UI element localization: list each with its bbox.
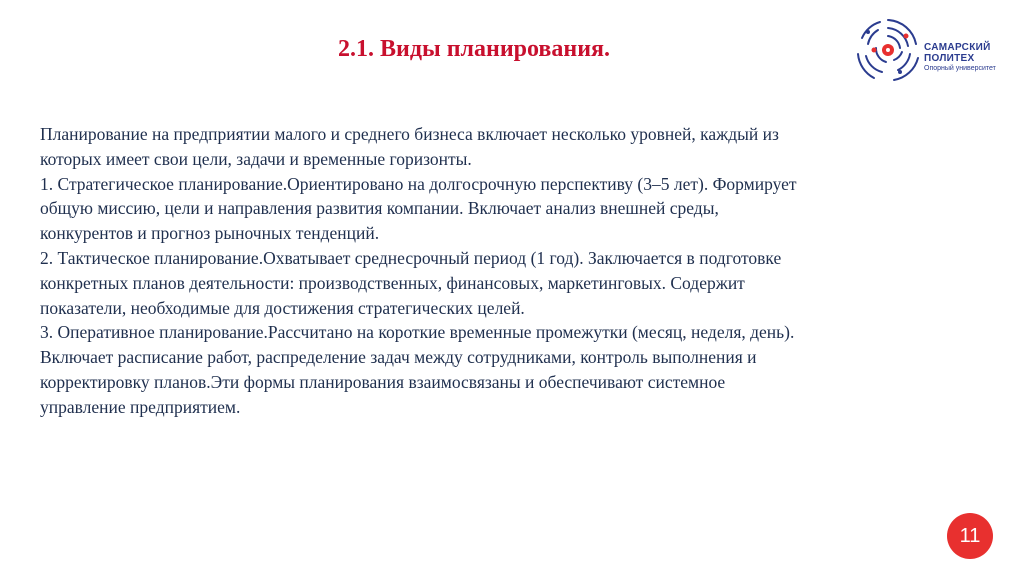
body-line: которых имеет свои цели, задачи и временные горизонты.: [40, 148, 472, 169]
page-number-badge: 11: [947, 513, 993, 559]
body-line: Планирование на предприятии малого и среднего бизнеса включает несколько уровней, каждый из: [40, 124, 779, 144]
body-line: управление предприятием.: [40, 396, 241, 417]
body-line: конкурентов и прогноз рыночных тенденций.: [40, 223, 380, 244]
logo-subtitle: Опорный университет: [924, 65, 996, 72]
body-line: 2. Тактическое планирование.Охватывает среднесрочный период (1 год). Заключается в подготовке: [40, 247, 782, 268]
logo-line-1: САМАРСКИЙ: [924, 42, 991, 53]
body-line: корректировку планов.Эти формы планирования взаимосвязаны и обеспечивают системное: [40, 371, 726, 392]
logo-wordmark: [924, 42, 996, 73]
body-line: показатели, необходимые для достижения стратегических целей.: [40, 297, 525, 318]
body-line: конкретных планов деятельности: производственных, финансовых, маркетинговых. Содержит: [40, 272, 745, 293]
university-logo: [854, 14, 1014, 86]
logo-line-2: ПОЛИТЕХ: [924, 53, 975, 64]
body-line: 1. Стратегическое планирование.Ориентировано на долгосрочную перспективу (3–5 лет). Формирует: [40, 173, 797, 194]
slide-body: [40, 122, 990, 420]
body-line: Включает расписание работ, распределение задач между сотрудниками, контроль выполнения и: [40, 347, 757, 368]
body-line: общую миссию, цели и направления развития компании. Включает анализ внешней среды,: [40, 198, 719, 219]
slide-title: 2.1. Виды планирования.: [338, 36, 611, 62]
logo-emblem-icon: [854, 14, 922, 86]
body-line: 3. Оперативное планирование.Рассчитано на короткие временные промежутки (месяц, неделя, день).: [40, 322, 795, 343]
